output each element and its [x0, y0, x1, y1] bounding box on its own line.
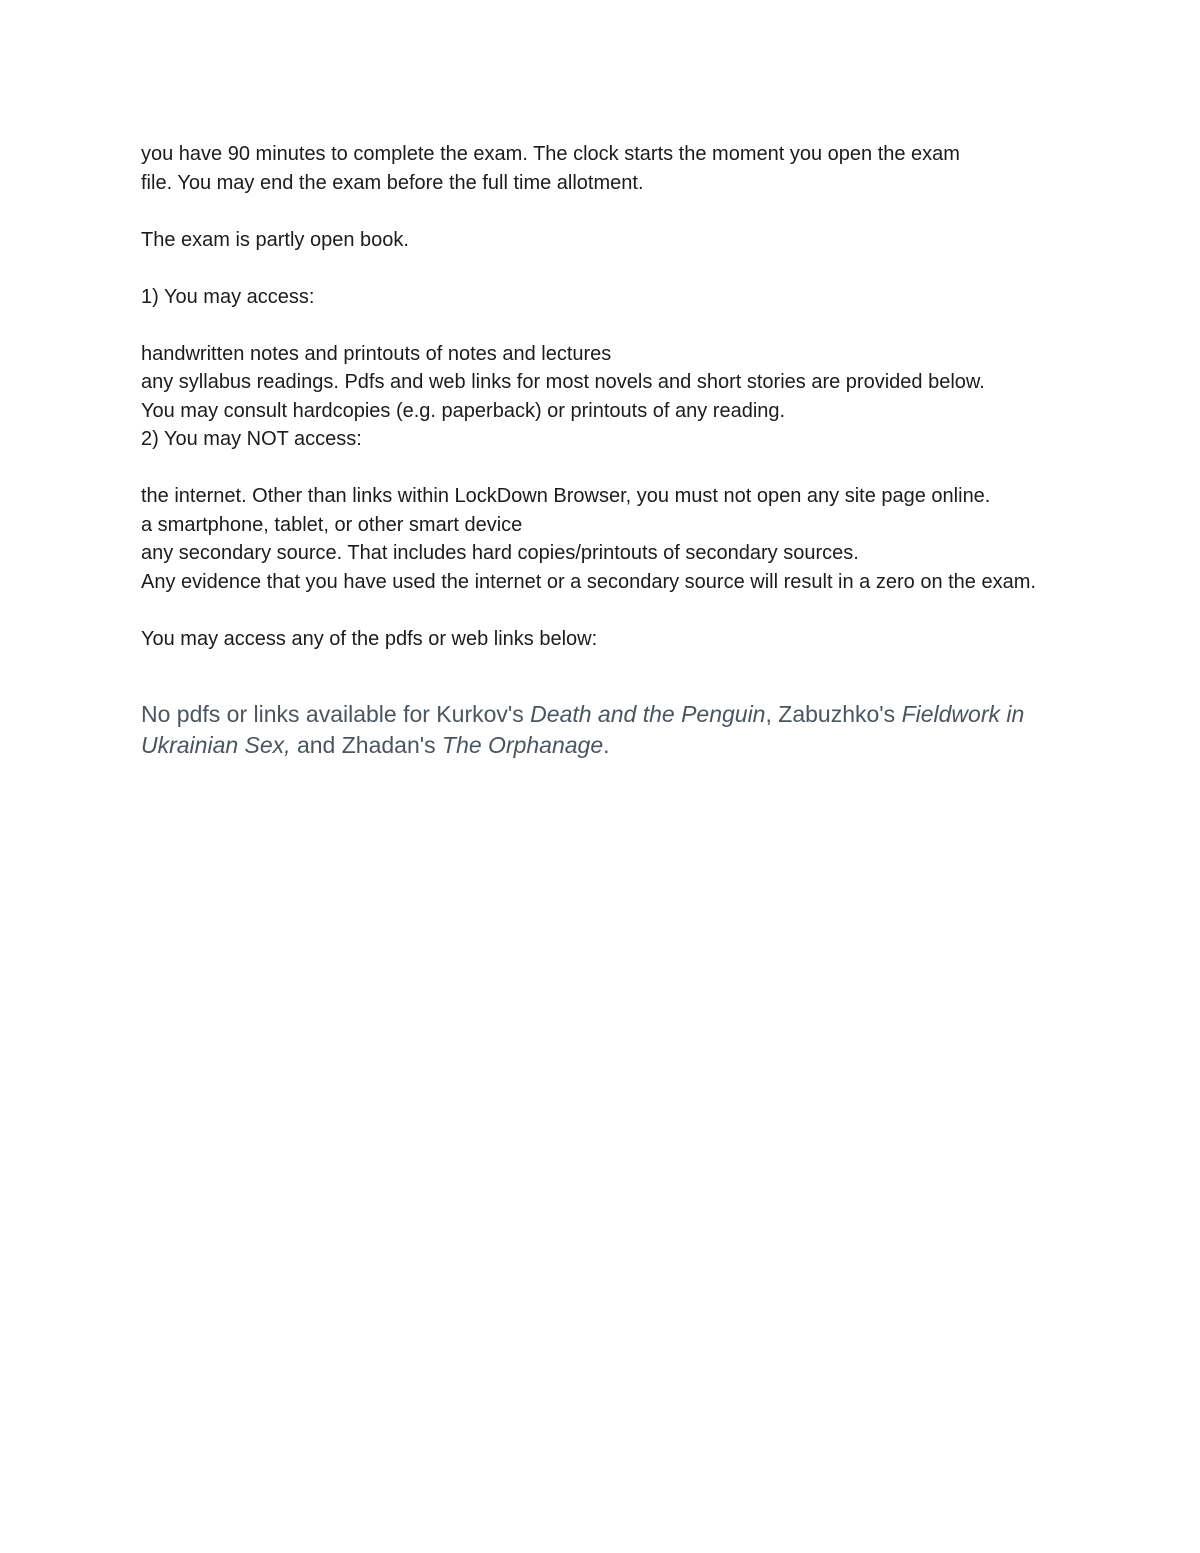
note-text: , Zabuzhko's — [765, 701, 902, 727]
document-body — [141, 140, 1081, 761]
book-title: The Orphanage — [442, 732, 604, 758]
book-title: Death and the Penguin — [530, 701, 766, 727]
may-not-access-item: a smartphone, tablet, or other smart device — [141, 513, 523, 536]
book-title: Fieldwork in Ukrainian Sex, — [141, 701, 1025, 758]
may-access-item: You may consult hardcopies (e.g. paperback) or printouts of any reading. — [141, 399, 786, 422]
may-not-access-heading: 2) You may NOT access: — [141, 428, 362, 450]
may-not-access-item: any secondary source. That includes hard copies/printouts of secondary sources. — [141, 542, 859, 564]
spacer — [141, 254, 1081, 283]
spacer — [141, 197, 1081, 226]
links-intro: You may access any of the pdfs or web links below: — [141, 627, 598, 650]
may-access-item: any syllabus readings. Pdfs and web links for most novels and short stories are provided below. — [141, 371, 985, 393]
may-not-access-item: the internet. Other than links within LockDown Browser, you must not open any site page online. — [141, 485, 991, 507]
note-text: . — [603, 732, 610, 758]
spacer — [141, 311, 1081, 340]
open-book-statement: The exam is partly open book. — [141, 228, 409, 251]
note-text: and Zhadan's — [290, 732, 443, 758]
spacer — [141, 454, 1081, 483]
spacer — [141, 596, 1081, 625]
note-text: No pdfs or links available for Kurkov's — [141, 701, 531, 727]
may-access-heading: 1) You may access: — [141, 285, 315, 308]
penalty-statement: Any evidence that you have used the internet or a secondary source will result in a zero on the exam. — [141, 570, 1036, 593]
intro-line-1: you have 90 minutes to complete the exam. The clock starts the moment you open the exam — [141, 143, 960, 165]
may-access-item: handwritten notes and printouts of notes and lectures — [141, 342, 612, 365]
intro-line-2: file. You may end the exam before the full time allotment. — [141, 171, 644, 194]
availability-note — [141, 699, 1081, 761]
